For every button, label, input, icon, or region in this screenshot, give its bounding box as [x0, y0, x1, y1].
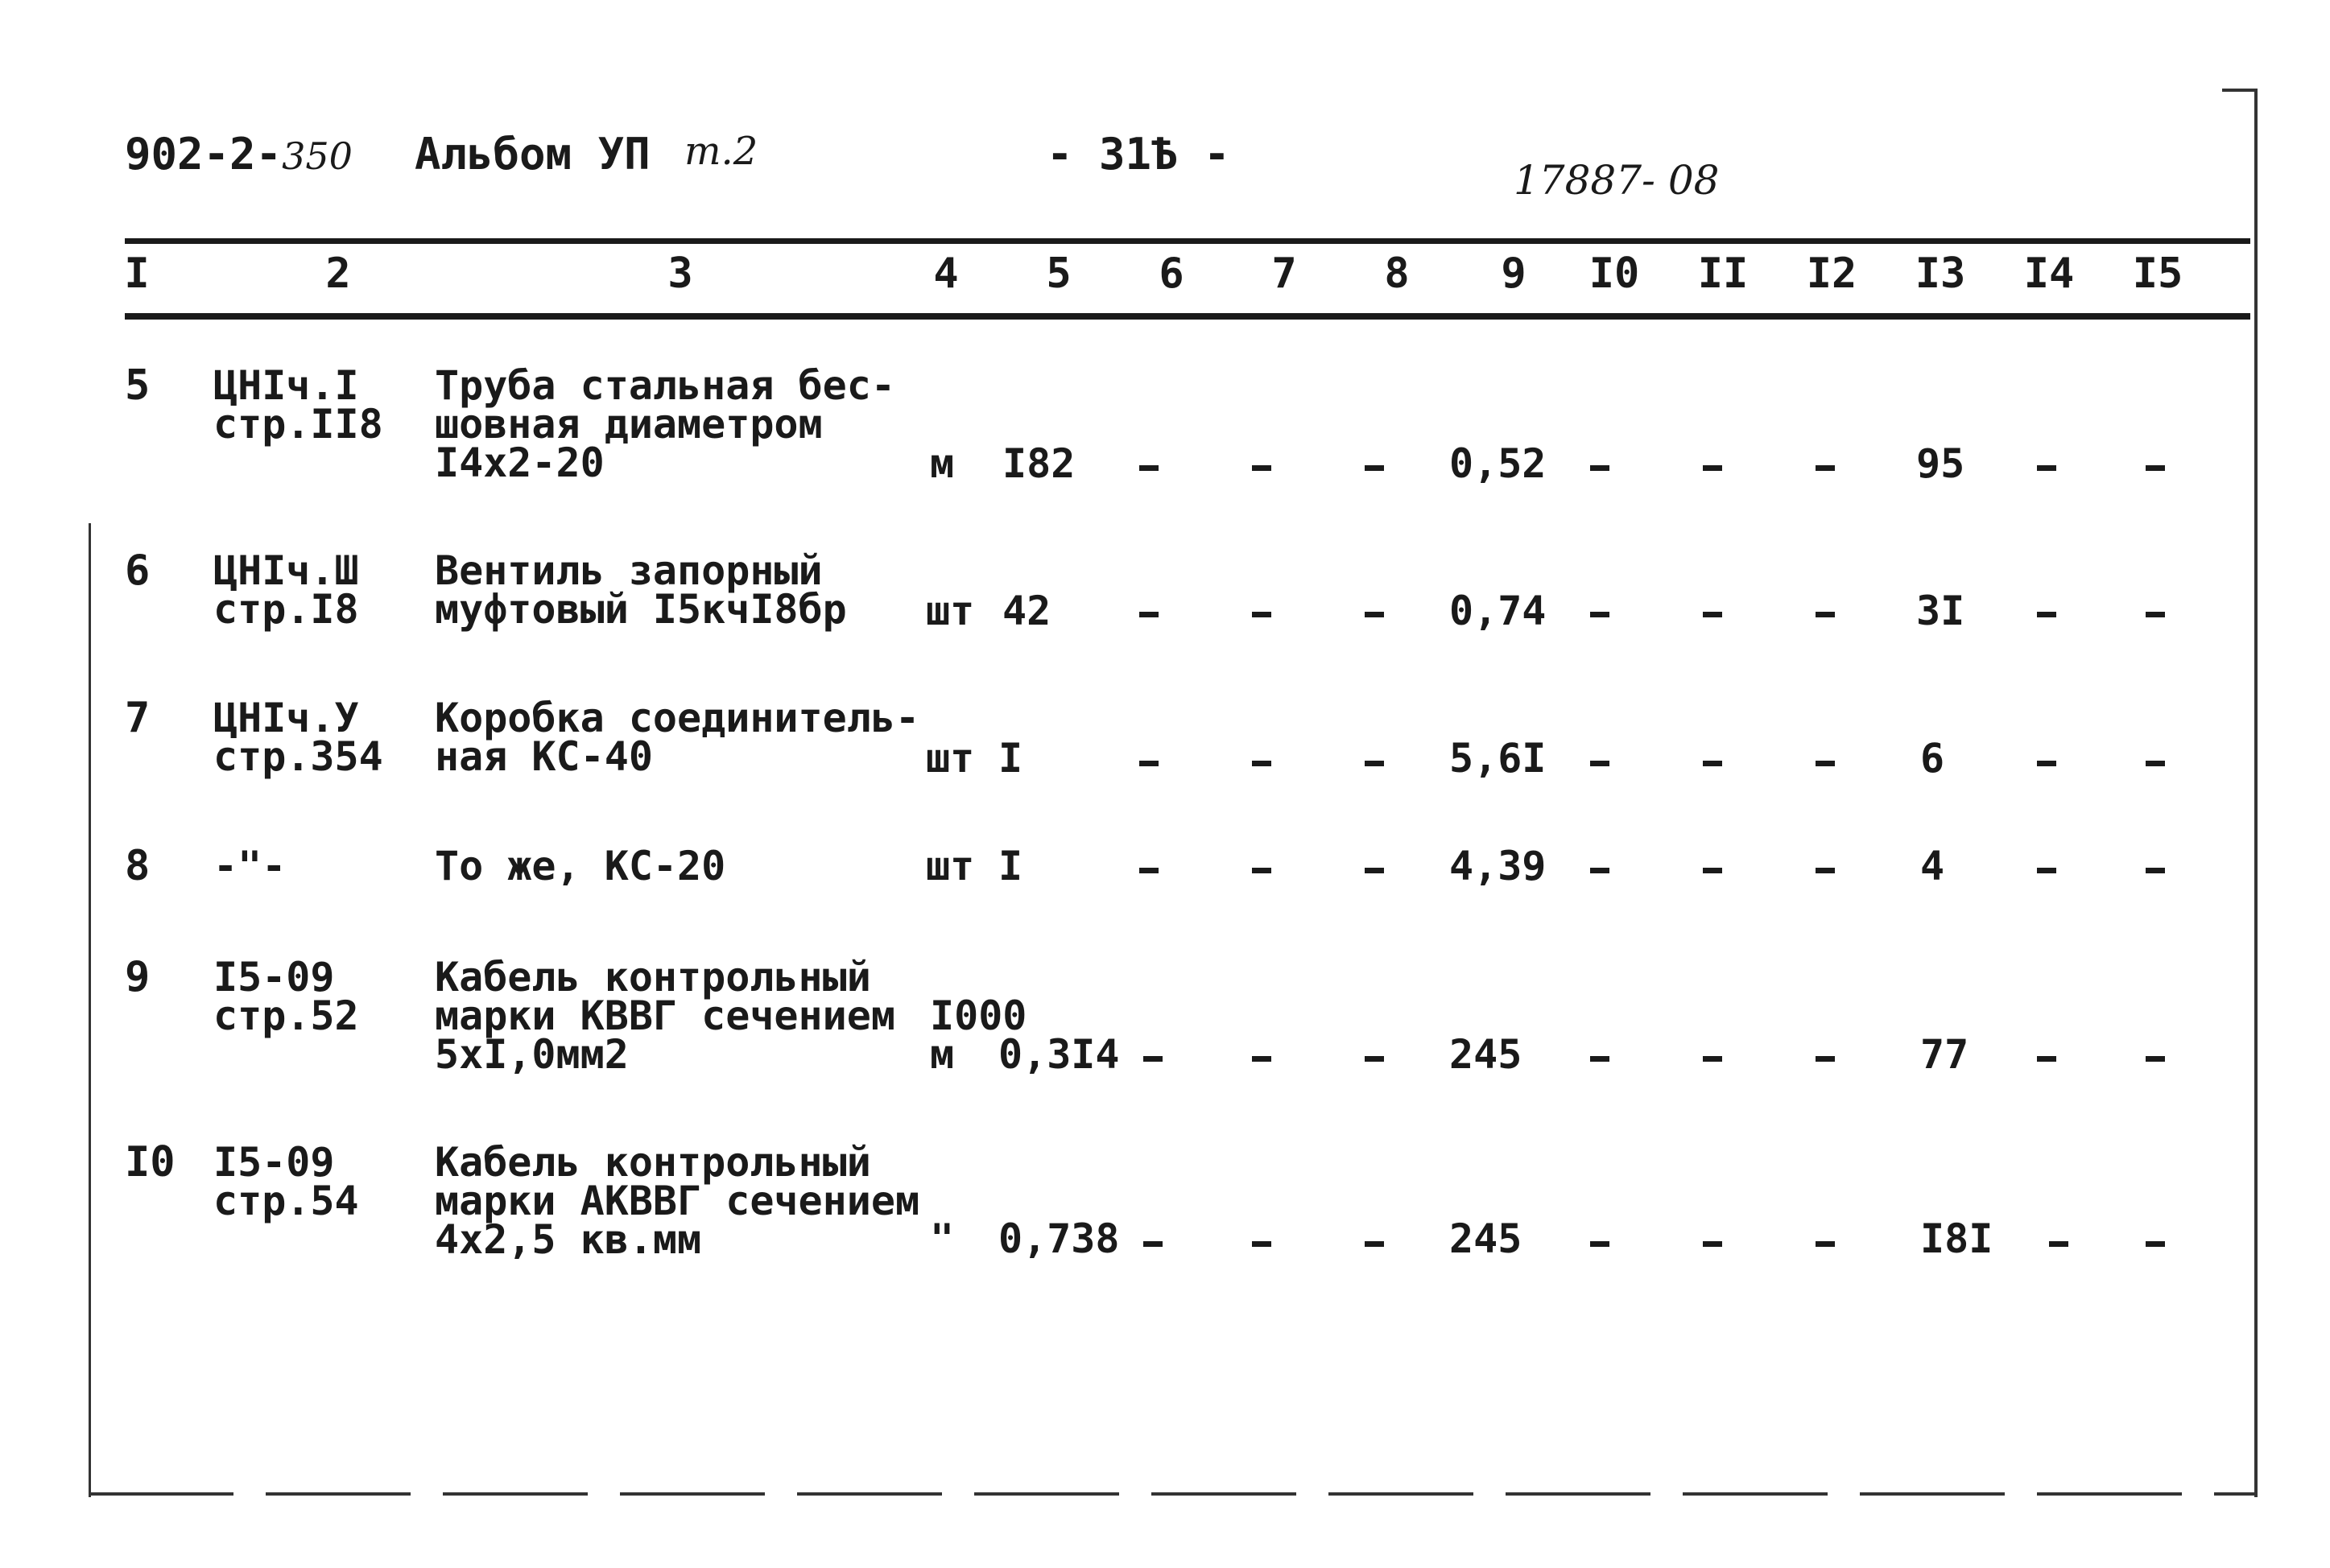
col-header-6: 6	[1159, 250, 1184, 298]
row-unit: шт	[926, 843, 975, 889]
row-reference: -"-	[213, 843, 287, 889]
dash-mark	[1703, 1056, 1722, 1062]
corner-mark	[2222, 89, 2258, 92]
document-code	[125, 129, 353, 179]
ref-line: ЦНIч.I	[213, 362, 359, 409]
row-col13: 4	[1920, 843, 1945, 889]
dash-mark	[1252, 1241, 1271, 1247]
dash-mark	[1252, 465, 1271, 471]
row-quantity: 0,738	[998, 1215, 1120, 1262]
row-number: 5	[125, 361, 151, 410]
dash-mark	[1816, 1056, 1835, 1062]
dash-mark	[1139, 868, 1159, 873]
ref-line: I5-09	[213, 1139, 335, 1186]
row-quantity: 0,3I4	[998, 1031, 1120, 1078]
right-border	[2254, 89, 2258, 1497]
row-col9: 0,74	[1449, 588, 1547, 634]
col-header-8: 8	[1384, 250, 1410, 298]
dash-mark	[1590, 465, 1609, 471]
dash-mark	[1252, 1056, 1271, 1062]
row-col13: 77	[1920, 1031, 1969, 1078]
dash-mark	[2037, 761, 2056, 766]
dash-mark	[1365, 868, 1384, 873]
row-unit: м	[930, 440, 955, 487]
header-bottom-rule	[125, 313, 2250, 320]
name-line: 4x2,5 кв.мм	[435, 1216, 702, 1263]
row-col9: 5,6I	[1449, 735, 1547, 782]
row-unit: м	[930, 1031, 955, 1078]
name-line: шовная диаметром	[435, 401, 823, 448]
dash-mark	[2146, 1241, 2165, 1247]
dash-mark	[2146, 465, 2165, 471]
bottom-border	[89, 1492, 2254, 1496]
dash-mark	[1252, 612, 1271, 617]
dash-mark	[2037, 465, 2056, 471]
dash-mark	[2146, 612, 2165, 617]
row-quantity: I	[998, 843, 1023, 889]
row-name	[435, 1139, 920, 1263]
dash-mark	[1139, 465, 1159, 471]
row-name	[435, 547, 847, 633]
row-name	[435, 695, 920, 780]
col-header-2: 2	[325, 250, 351, 298]
col-header-10: I0	[1588, 250, 1640, 298]
row-reference	[213, 547, 359, 633]
row-name	[435, 954, 895, 1078]
dash-mark	[1816, 465, 1835, 471]
name-line: Кабель контрольный	[435, 954, 871, 1001]
dash-mark	[1590, 1241, 1609, 1247]
dash-mark	[1139, 761, 1159, 766]
name-line: I4x2-20	[435, 439, 605, 486]
row-number: 6	[125, 547, 151, 595]
row-col13: 3I	[1916, 588, 1965, 634]
dash-mark	[1590, 1056, 1609, 1062]
row-number: 8	[125, 842, 151, 890]
dash-mark	[1703, 465, 1722, 471]
dash-mark	[1703, 612, 1722, 617]
dash-mark	[2146, 761, 2165, 766]
row-number: 9	[125, 953, 151, 1001]
ref-line: стр.354	[213, 733, 383, 780]
dash-mark	[1139, 612, 1159, 617]
ref-line: стр.54	[213, 1178, 359, 1224]
dash-mark	[2037, 612, 2056, 617]
col-header-4: 4	[933, 250, 959, 298]
dash-mark	[2037, 868, 2056, 873]
col-header-13: I3	[1915, 250, 1966, 298]
row-col13: 95	[1916, 440, 1965, 487]
row-unit: шт	[926, 588, 975, 634]
dash-mark	[1365, 465, 1384, 471]
col-header-7: 7	[1271, 250, 1297, 298]
row-reference	[213, 695, 383, 780]
ref-line: стр.52	[213, 992, 359, 1039]
dash-mark	[1590, 761, 1609, 766]
inventory-number: 17887- 08	[1514, 157, 1720, 204]
dash-mark	[1816, 761, 1835, 766]
row-col13: 6	[1920, 735, 1945, 782]
col-header-11: II	[1697, 250, 1749, 298]
row-quantity: I82	[1002, 440, 1076, 487]
dash-mark	[1143, 1056, 1163, 1062]
col-header-12: I2	[1806, 250, 1857, 298]
album-label: Альбом УП	[415, 129, 651, 179]
dash-mark	[1703, 761, 1722, 766]
name-line: марки АКВВГ сечением	[435, 1178, 920, 1224]
document-code-prefix: 902-2-	[125, 129, 283, 179]
row-col9: 0,52	[1449, 440, 1547, 487]
row-name	[435, 362, 895, 486]
left-border	[89, 523, 91, 1497]
dash-mark	[1365, 1241, 1384, 1247]
page-number: - 31Ѣ -	[1047, 129, 1230, 179]
row-reference	[213, 1139, 359, 1224]
row-col9: 245	[1449, 1215, 1522, 1262]
dash-mark	[1590, 868, 1609, 873]
dash-mark	[1590, 612, 1609, 617]
row-name: То же, КС-20	[435, 843, 726, 889]
row-col13: I8I	[1920, 1215, 1993, 1262]
row-reference	[213, 362, 383, 448]
header-top-rule	[125, 238, 2250, 244]
dash-mark	[1252, 868, 1271, 873]
col-header-5: 5	[1046, 250, 1072, 298]
name-line: муфтовый I5кчI8бр	[435, 586, 847, 633]
name-line: марки КВВГ сечением	[435, 992, 895, 1039]
dash-mark	[1252, 761, 1271, 766]
ref-line: I5-09	[213, 954, 335, 1001]
row-quantity: 42	[1002, 588, 1051, 634]
row-reference	[213, 954, 359, 1039]
row-col9: 4,39	[1449, 843, 1547, 889]
col-header-14: I4	[2023, 250, 2075, 298]
dash-mark	[1365, 612, 1384, 617]
dash-mark	[1703, 868, 1722, 873]
document-code-handwritten: 350	[282, 134, 353, 178]
col-header-1: I	[124, 250, 150, 298]
name-line: Кабель контрольный	[435, 1139, 871, 1186]
dash-mark	[1143, 1241, 1163, 1247]
dash-mark	[1703, 1241, 1722, 1247]
name-line: ная КС-40	[435, 733, 653, 780]
dash-mark	[1816, 612, 1835, 617]
col-header-9: 9	[1501, 250, 1526, 298]
name-line: 5xI,0мм2	[435, 1031, 629, 1078]
dash-mark	[1816, 868, 1835, 873]
dash-mark	[2146, 1056, 2165, 1062]
name-line: Коробка соединитель-	[435, 695, 920, 741]
row-unit: "	[930, 1215, 955, 1262]
volume-handwritten: т.2	[684, 129, 758, 174]
row-unit-multiplier: I000	[930, 992, 1027, 1039]
dash-mark	[1816, 1241, 1835, 1247]
ref-line: ЦНIч.У	[213, 695, 359, 741]
dash-mark	[2049, 1241, 2068, 1247]
ref-line: стр.I8	[213, 586, 359, 633]
ref-line: стр.II8	[213, 401, 383, 448]
col-header-3: 3	[667, 250, 693, 298]
row-col9: 245	[1449, 1031, 1522, 1078]
row-unit: шт	[926, 735, 975, 782]
dash-mark	[2037, 1056, 2056, 1062]
dash-mark	[2146, 868, 2165, 873]
row-quantity: I	[998, 735, 1023, 782]
name-line: Труба стальная бес-	[435, 362, 895, 409]
dash-mark	[1365, 761, 1384, 766]
ref-line: ЦНIч.Ш	[213, 547, 359, 594]
row-number: 7	[125, 694, 151, 742]
name-line: Вентиль запорный	[435, 547, 823, 594]
dash-mark	[1365, 1056, 1384, 1062]
row-number: I0	[125, 1138, 176, 1186]
col-header-15: I5	[2132, 250, 2183, 298]
